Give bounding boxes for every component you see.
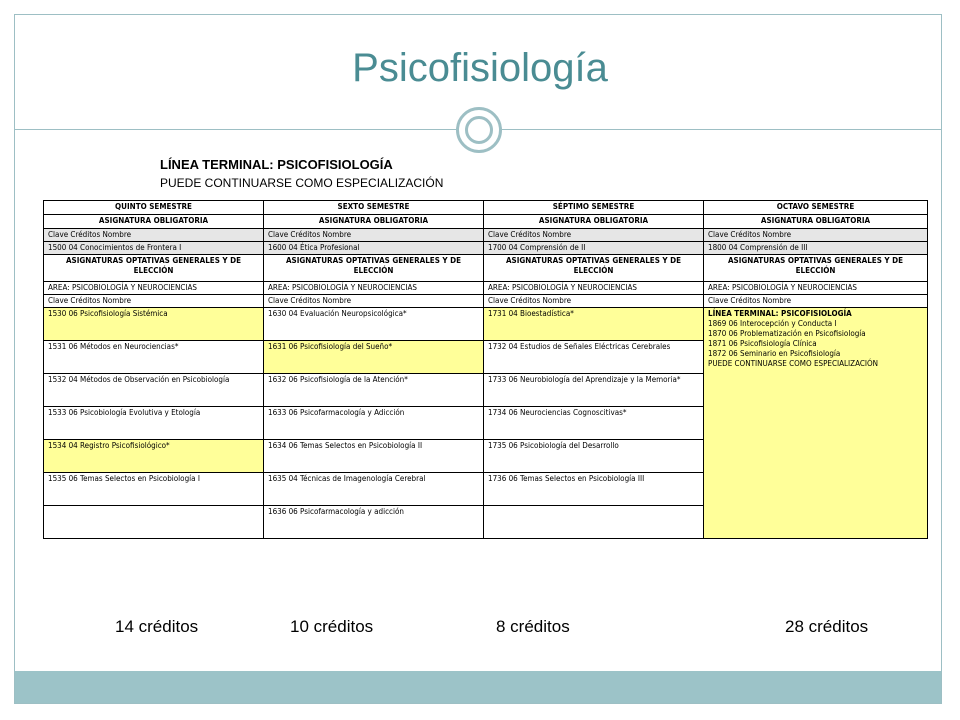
terminal-note: PUEDE CONTINUARSE COMO ESPECIALIZACIÓN: [708, 359, 879, 368]
course-cell: 1631 06 Psicofisiología del Sueño*: [264, 341, 484, 374]
course-cell: 1636 06 Psicofarmacología y adicción: [264, 506, 484, 539]
course-cell: 1632 06 Psicofisiología de la Atención*: [264, 374, 484, 407]
slide-title: Psicofisiología: [352, 46, 608, 90]
mandatory-header: ASIGNATURA OBLIGATORIA: [264, 215, 484, 229]
semester-header: SÉPTIMO SEMESTRE: [484, 201, 704, 215]
course-cell: 1532 04 Métodos de Observación en Psicobiología: [44, 374, 264, 407]
course-row: [44, 308, 928, 341]
column-labels: Clave Créditos Nombre: [44, 295, 264, 308]
mandatory-header: ASIGNATURA OBLIGATORIA: [44, 215, 264, 229]
mandatory-course: 1600 04 Ética Profesional: [264, 242, 484, 255]
semester-header: SEXTO SEMESTRE: [264, 201, 484, 215]
course-cell: [484, 506, 704, 539]
mandatory-course: 1700 04 Comprensión de II: [484, 242, 704, 255]
column-labels: Clave Créditos Nombre: [484, 295, 704, 308]
area-label: AREA: PSICOBIOLOGÍA Y NEUROCIENCIAS: [44, 282, 264, 295]
subtitle-terminal-line: LÍNEA TERMINAL: PSICOFISIOLOGÍA: [160, 157, 393, 172]
course-cell: 1736 06 Temas Selectos en Psicobiología III: [484, 473, 704, 506]
course-cell: 1535 06 Temas Selectos en Psicobiología I: [44, 473, 264, 506]
course-cell: 1735 06 Psicobiología del Desarrollo: [484, 440, 704, 473]
column-labels-row: [44, 295, 928, 308]
column-labels: Clave Créditos Nombre: [704, 229, 928, 242]
divider-right: [502, 129, 941, 130]
mandatory-header: ASIGNATURA OBLIGATORIA: [484, 215, 704, 229]
course-cell: 1533 06 Psicobiología Evolutiva y Etología: [44, 407, 264, 440]
terminal-course: 1869 06 Interocepción y Conducta I: [708, 319, 837, 328]
mandatory-header: ASIGNATURA OBLIGATORIA: [704, 215, 928, 229]
column-labels: Clave Créditos Nombre: [264, 295, 484, 308]
column-labels-row: [44, 229, 928, 242]
curriculum-table: [43, 200, 928, 539]
optional-header: ASIGNATURAS OPTATIVAS GENERALES Y DE ELECCIÓN: [264, 255, 484, 282]
course-cell: 1731 04 Bioestadística*: [484, 308, 704, 341]
optional-header: ASIGNATURAS OPTATIVAS GENERALES Y DE ELECCIÓN: [44, 255, 264, 282]
footer-bar: [15, 671, 941, 703]
terminal-course: 1872 06 Seminario en Psicofisiología: [708, 349, 841, 358]
optional-header: ASIGNATURAS OPTATIVAS GENERALES Y DE ELECCIÓN: [484, 255, 704, 282]
column-labels: Clave Créditos Nombre: [484, 229, 704, 242]
course-cell: [44, 506, 264, 539]
mandatory-header-row: [44, 215, 928, 229]
terminal-course: 1870 06 Problematización en Psicofisiología: [708, 329, 866, 338]
subtitle-specialization: PUEDE CONTINUARSE COMO ESPECIALIZACIÓN: [160, 176, 444, 190]
optional-header-row: [44, 255, 928, 282]
credits-octavo: 28 créditos: [785, 617, 869, 636]
semester-header: OCTAVO SEMESTRE: [704, 201, 928, 215]
course-cell: 1530 06 Psicofisiología Sistémica: [44, 308, 264, 341]
course-cell: 1634 06 Temas Selectos en Psicobiología II: [264, 440, 484, 473]
credits-sexto: 10 créditos: [290, 617, 374, 636]
course-cell: 1734 06 Neurociencias Cognoscitivas*: [484, 407, 704, 440]
mandatory-course: 1500 04 Conocimientos de Frontera I: [44, 242, 264, 255]
divider-left: [15, 129, 456, 130]
credits-septimo: 8 créditos: [496, 617, 570, 636]
column-labels: Clave Créditos Nombre: [704, 295, 928, 308]
course-cell: 1635 04 Técnicas de Imagenología Cerebral: [264, 473, 484, 506]
semester-header: QUINTO SEMESTRE: [44, 201, 264, 215]
column-labels: Clave Créditos Nombre: [264, 229, 484, 242]
course-cell: 1732 04 Estudios de Señales Eléctricas Cerebrales: [484, 341, 704, 374]
terminal-course: 1871 06 Psicofisiología Clínica: [708, 339, 817, 348]
course-cell: 1630 04 Evaluación Neuropsicológica*: [264, 308, 484, 341]
circle-ornament: [456, 107, 502, 153]
course-cell: 1534 04 Registro Psicofisiológico*: [44, 440, 264, 473]
area-label: AREA: PSICOBIOLOGÍA Y NEUROCIENCIAS: [484, 282, 704, 295]
course-cell: 1531 06 Métodos en Neurociencias*: [44, 341, 264, 374]
course-cell: 1633 06 Psicofarmacología y Adicción: [264, 407, 484, 440]
area-label: AREA: PSICOBIOLOGÍA Y NEUROCIENCIAS: [704, 282, 928, 295]
semester-header-row: [44, 201, 928, 215]
mandatory-course: 1800 04 Comprensión de III: [704, 242, 928, 255]
course-cell: 1733 06 Neurobiología del Aprendizaje y la Memoria*: [484, 374, 704, 407]
area-row: [44, 282, 928, 295]
terminal-line-title: LÍNEA TERMINAL: PSICOFISIOLOGÍA: [708, 309, 852, 318]
credits-quinto: 14 créditos: [115, 617, 199, 636]
mandatory-row: [44, 242, 928, 255]
optional-header: ASIGNATURAS OPTATIVAS GENERALES Y DE ELECCIÓN: [704, 255, 928, 282]
area-label: AREA: PSICOBIOLOGÍA Y NEUROCIENCIAS: [264, 282, 484, 295]
terminal-line-box: [704, 308, 928, 539]
column-labels: Clave Créditos Nombre: [44, 229, 264, 242]
